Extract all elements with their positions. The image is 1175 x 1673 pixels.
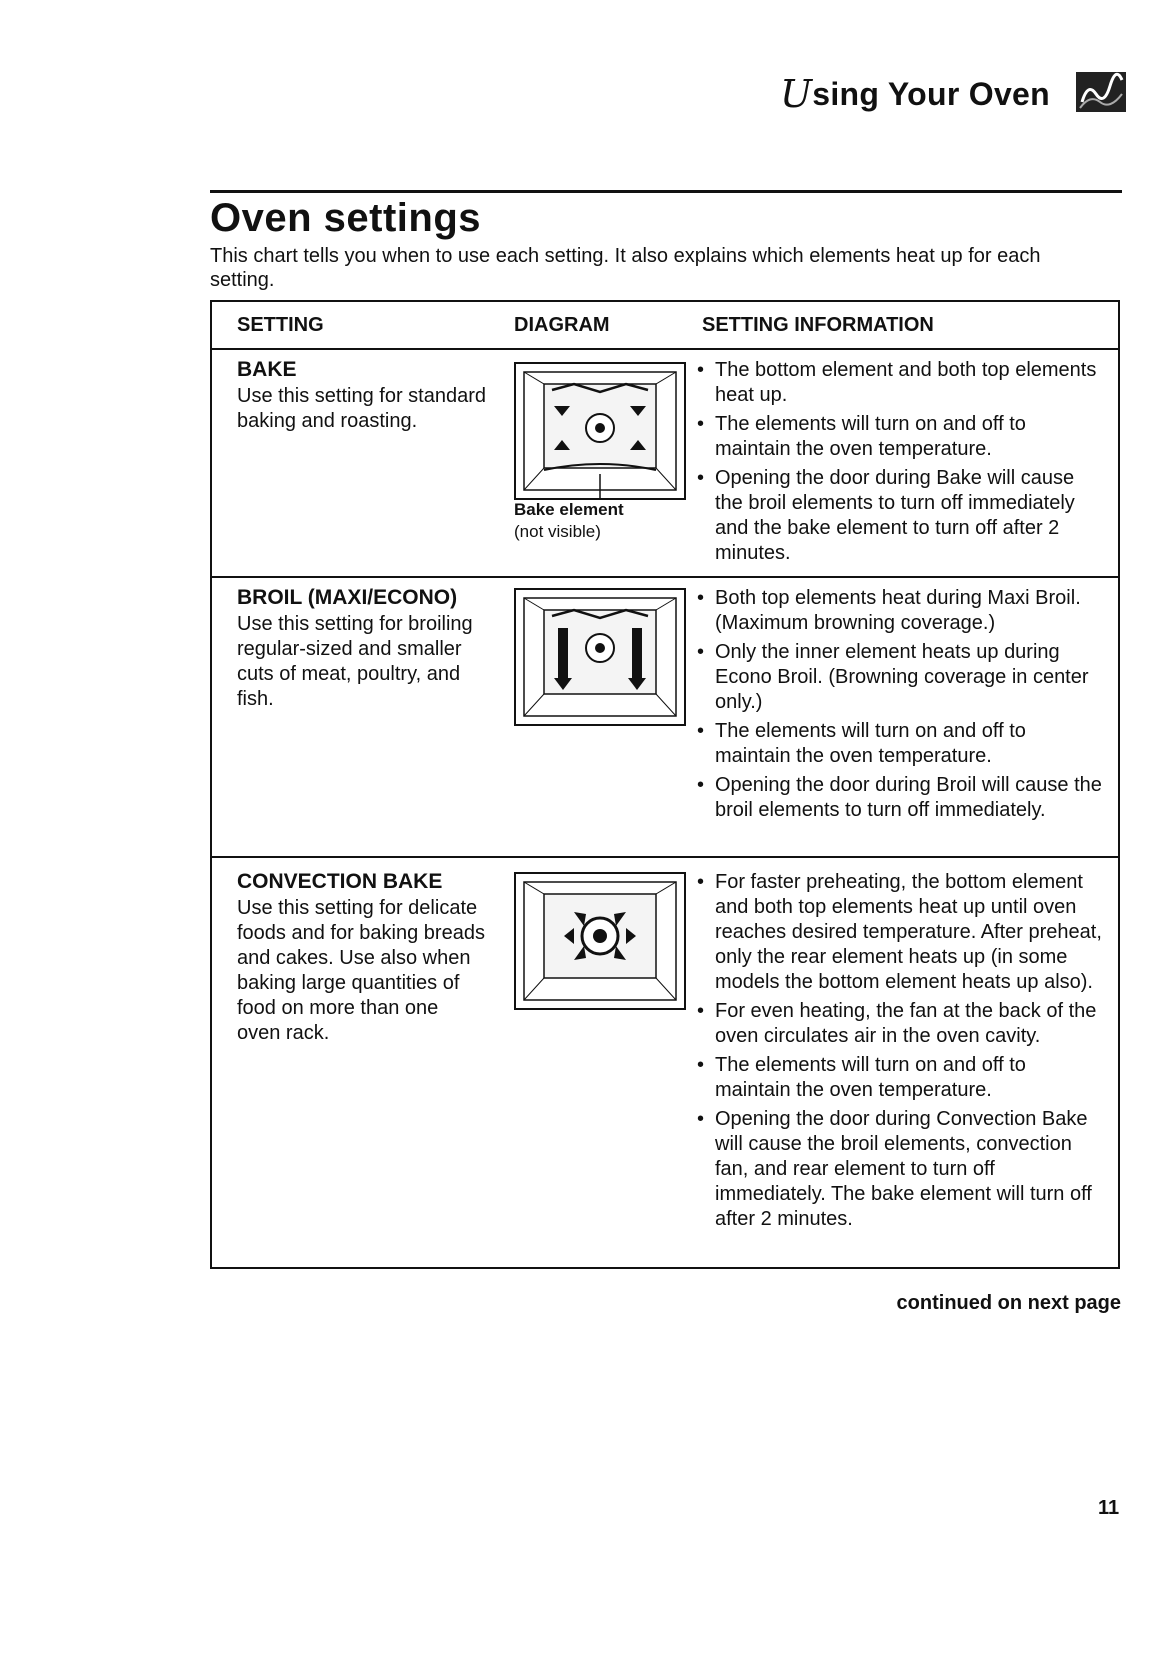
header-script-letter: U (779, 72, 813, 116)
list-item: • The elements will turn on and off to maintain the oven temperature. (697, 719, 1107, 769)
list-item: • For even heating, the fan at the back of the oven circulates air in the oven cavity. (697, 999, 1107, 1049)
setting-info-list (697, 358, 1107, 570)
list-item: • Both top elements heat during Maxi Broil. (Maximum browning coverage.) (697, 586, 1107, 636)
broil-oven-diagram-icon (514, 588, 686, 731)
convection-oven-diagram-icon (514, 872, 686, 1015)
table-row (212, 348, 1118, 576)
header-title-text: sing Your Oven (812, 75, 1050, 112)
setting-description: Use this setting for standard baking and roasting. (237, 385, 487, 432)
oven-logo-icon (1076, 72, 1126, 112)
header-setting: SETTING (237, 314, 324, 336)
table-row (212, 576, 1118, 856)
setting-name: BAKE (237, 358, 297, 381)
header-info: SETTING INFORMATION (702, 314, 934, 336)
title-rule (210, 190, 1122, 193)
setting-info-list (697, 586, 1107, 827)
bake-oven-diagram-icon (514, 362, 686, 505)
page-title: Oven settings (210, 196, 482, 240)
page-number: 11 (1098, 1497, 1120, 1519)
setting-name: BROIL (MAXI/ECONO) (237, 586, 458, 609)
setting-name: CONVECTION BAKE (237, 870, 443, 893)
list-item: • The bottom element and both top elements heat up. (697, 358, 1107, 408)
list-item: • Opening the door during Broil will cause the broil elements to turn off immediately. (697, 773, 1107, 823)
table-header (212, 302, 1118, 350)
list-item: • The elements will turn on and off to maintain the oven temperature. (697, 412, 1107, 462)
list-item: • Opening the door during Convection Bake will cause the broil elements, convection fan, and rear element to turn off immediately. The bake element will turn off after 2 minutes. (697, 1107, 1107, 1232)
intro-text: This chart tells you when to use each setting. It also explains which elements heat up for each setting. (210, 245, 1041, 291)
setting-info-list (697, 870, 1107, 1236)
list-item: • Opening the door during Bake will cause the broil elements to turn off immediately and the bake element to turn off after 2 minutes. (697, 466, 1107, 566)
setting-description: Use this setting for delicate foods and for baking breads and cakes. Use also when baking large quantities of food on more than one oven rack. (237, 897, 485, 1044)
table-row (212, 856, 1118, 1269)
header-diagram: DIAGRAM (514, 314, 610, 336)
settings-table (210, 300, 1120, 1269)
diagram-caption-bold: Bake element (514, 500, 624, 519)
list-item: • For faster preheating, the bottom element and both top elements heat up until oven reaches desired temperature. After preheat, only the rear element heats up (in some models the bottom element heats up also). (697, 870, 1107, 995)
setting-description: Use this setting for broiling regular-sized and smaller cuts of meat, poultry, and fish. (237, 613, 473, 710)
list-item: • The elements will turn on and off to maintain the oven temperature. (697, 1053, 1107, 1103)
running-header (780, 72, 1050, 116)
list-item: • Only the inner element heats up during Econo Broil. (Browning coverage in center only.) (697, 640, 1107, 715)
diagram-caption: (not visible) (514, 522, 601, 541)
continued-note: continued on next page (896, 1292, 1121, 1314)
